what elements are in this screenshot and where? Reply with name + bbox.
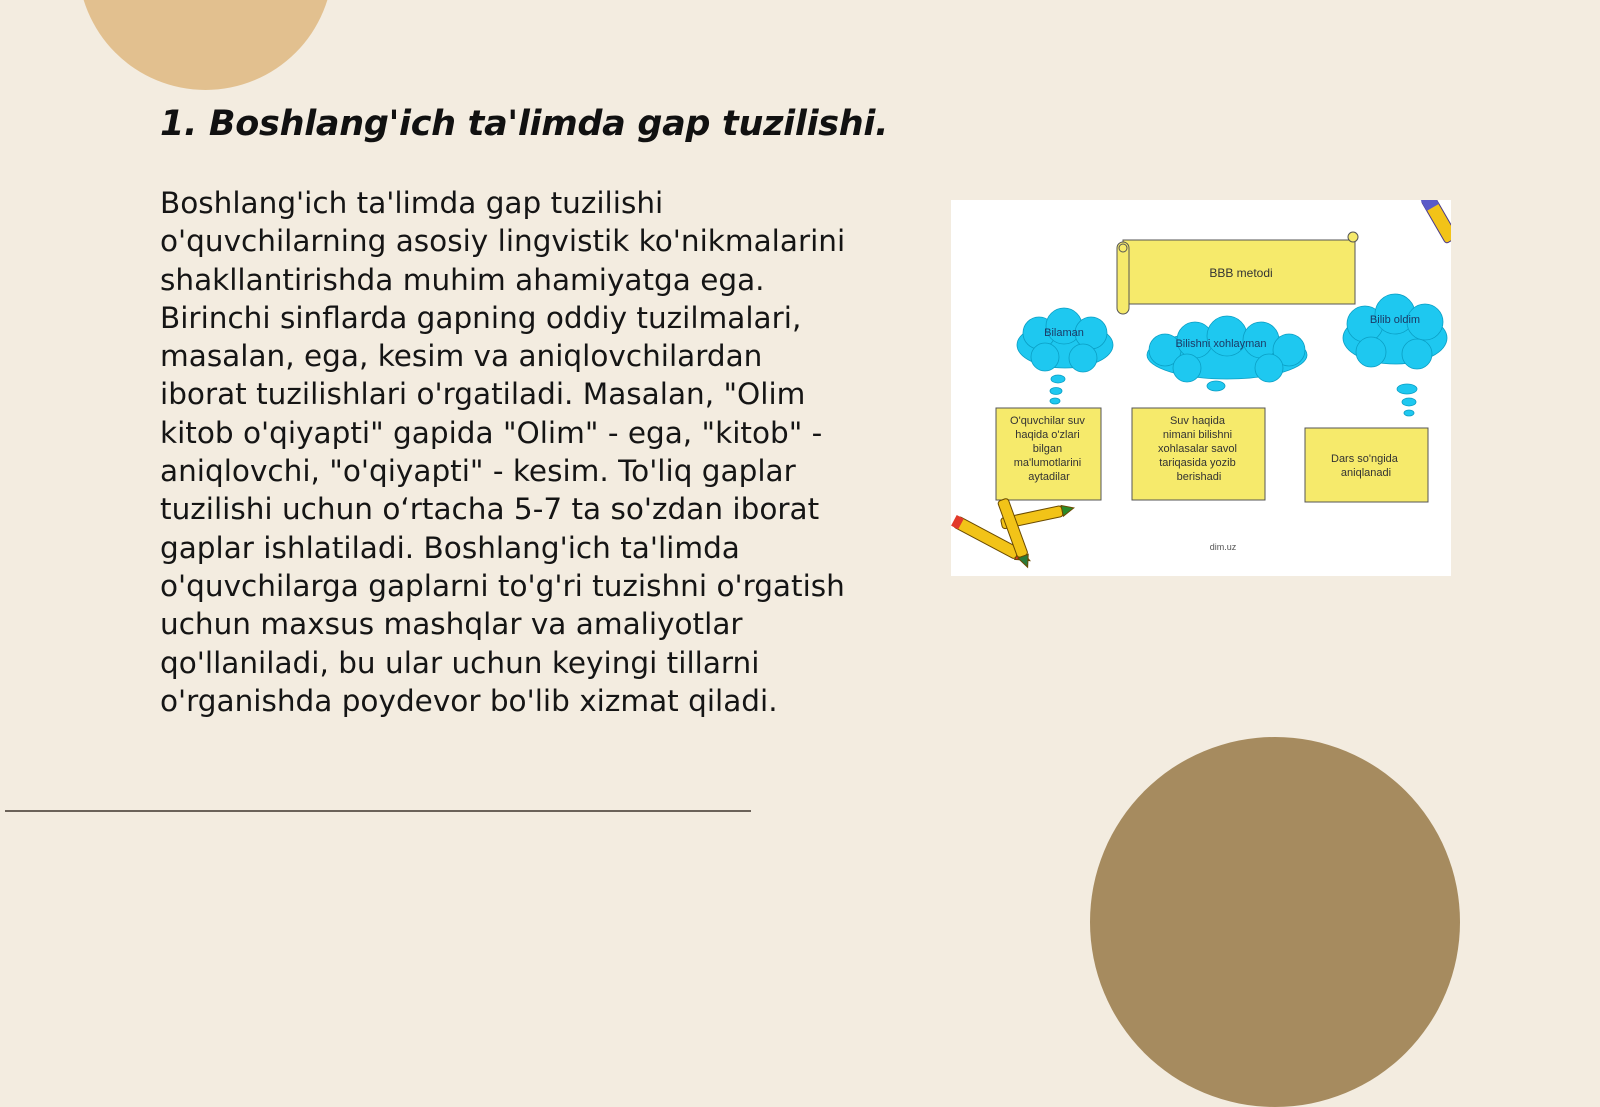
box-1 bbox=[996, 408, 1101, 500]
slide-title: 1. Boshlang'ich ta'limda gap tuzilishi. bbox=[160, 104, 889, 144]
box-3 bbox=[1305, 428, 1428, 502]
box-2 bbox=[1132, 408, 1265, 500]
svg-text:Dars so'ngida aniqlana: Dars so'ngida aniqlanadi bbox=[1331, 453, 1398, 479]
cloud-label-2: Bilishni xohlayman bbox=[1175, 338, 1267, 350]
diagram-credit: dim.uz bbox=[1209, 542, 1237, 552]
scroll-banner bbox=[1117, 232, 1358, 314]
cloud-bilaman bbox=[1017, 308, 1113, 404]
bbb-method-diagram bbox=[951, 200, 1451, 576]
svg-text:O'quvchilar suv haqida: O'quvchilar suv haqida o'zlari bilgan ma'lumotlarini aytadilar bbox=[1010, 415, 1085, 483]
svg-text:Suv haqida nimani bili: Suv haqida nimani bilishni xohlasalar savol tariqasida yozib berishadi bbox=[1158, 415, 1237, 483]
cloud-label-3: Bilib oldim bbox=[1369, 314, 1421, 326]
decorative-circle-top bbox=[78, 0, 333, 90]
scroll-title: BBB metodi bbox=[1209, 266, 1273, 280]
cloud-bilishni-xohlayman bbox=[1147, 316, 1307, 391]
cloud-label-1: Bilaman bbox=[1044, 327, 1084, 339]
crayons-icon bbox=[951, 498, 1075, 569]
decorative-circle-bottom bbox=[1090, 737, 1460, 1107]
divider-line bbox=[5, 810, 751, 812]
crayon-icon bbox=[1421, 200, 1451, 244]
slide-body-text: Boshlang'ich ta'limda gap tuzilishi o'quvchilarning asosiy lingvistik ko'nikmalarini shakllantirishda muhim ahamiyatga ega. Birinchi sinflarda gapning oddiy tuzilmalari, masalan, ega, kesim va aniqlovchilardan iborat tuzilishlari o'rgatiladi. Masalan, "Olim kitob o'qiyapti" gapida "Olim" - ega, "kitob" - aniqlovchi, "o'qiyapti" - kesim. To'liq gaplar tuzilishi uchun o‘rtacha 5-7 ta so'zdan iborat gaplar ishlatiladi. Boshlang'ich ta'limda o'quvchilarga gaplarni to'g'ri tuzishni o'rgatish uchun maxsus mashqlar va amaliyotlar qo'llaniladi, bu ular uchun keyingi tillarni o'rganishda poydevor bo'lib xizmat qiladi. bbox=[160, 186, 846, 718]
cloud-bilib-oldim bbox=[1343, 294, 1447, 416]
